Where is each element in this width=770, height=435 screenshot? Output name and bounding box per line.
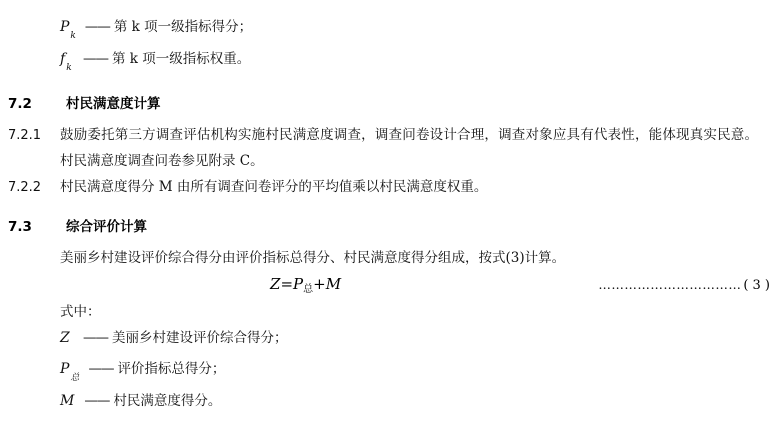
definition-dash: —— [83, 329, 108, 346]
definition-text: 第 k 项一级指标得分； [113, 19, 253, 35]
symbol: $f_k$ [60, 50, 72, 73]
formula-term2: M [325, 274, 342, 293]
formula-definition-list [60, 325, 770, 420]
section-7-3-lead-text: 美丽乡村建设评价综合得分由评价指标总得分、村民满意度得分组成，按式(3)计算。 [60, 249, 566, 266]
definition-text: 评价指标总得分； [117, 361, 226, 378]
paragraph-7-2-1 [8, 122, 758, 174]
paragraph-7-2-2 [8, 174, 758, 201]
formula-leader-dots: …………………………… [598, 276, 742, 292]
paragraph-number: 7.2.2 [8, 179, 42, 195]
formula-term1-subscript: 总 [303, 283, 314, 295]
definition-item [60, 14, 770, 46]
section-heading-7-2 [8, 92, 770, 112]
definition-item [60, 46, 770, 78]
section-title: 村民满意度计算 [66, 95, 161, 112]
definition-dash: —— [88, 361, 114, 378]
symbol: Z [60, 329, 70, 346]
section-number: 7.2 [8, 95, 32, 112]
formula-plus: + [313, 274, 326, 293]
formula-number: ( 3 ) [743, 277, 770, 293]
section-title: 综合评价计算 [66, 218, 147, 235]
paragraph-text: 村民满意度得分 M 由所有调查问卷评分的平均值乘以村民满意度权重。 [60, 178, 488, 195]
formula-term1: P [293, 274, 304, 293]
definition-item [60, 356, 770, 388]
definition-dash: —— [84, 19, 110, 35]
paragraph-number: 7.2.1 [8, 127, 42, 143]
definition-dash: —— [84, 393, 110, 410]
formula-3 [270, 275, 341, 293]
symbol: $P_总$ [60, 361, 80, 384]
definition-dash: —— [83, 50, 108, 67]
formula-3-row [60, 275, 770, 293]
definition-text: 美丽乡村建设评价综合得分； [112, 329, 288, 346]
definition-item [60, 388, 770, 420]
definition-item [60, 325, 770, 357]
top-definition-list [60, 6, 770, 78]
document-page [0, 6, 770, 435]
symbol: M [60, 393, 75, 410]
where-label: 式中： [60, 303, 101, 320]
definition-text: 第 k 项一级指标权重。 [112, 50, 251, 67]
paragraph-text: 鼓励委托第三方调查评估机构实施村民满意度调查，调查问卷设计合理，调查对象应具有代表性，能体现真实民意。村民满意度调查问卷参见附录 C。 [60, 126, 758, 169]
definition-text: 村民满意度得分。 [113, 393, 222, 410]
formula-equals: = [280, 274, 294, 293]
symbol: $P_k$ [60, 19, 76, 41]
formula-left-symbol: Z [270, 274, 281, 293]
section-number: 7.3 [8, 218, 32, 235]
section-heading-7-3 [8, 215, 770, 235]
